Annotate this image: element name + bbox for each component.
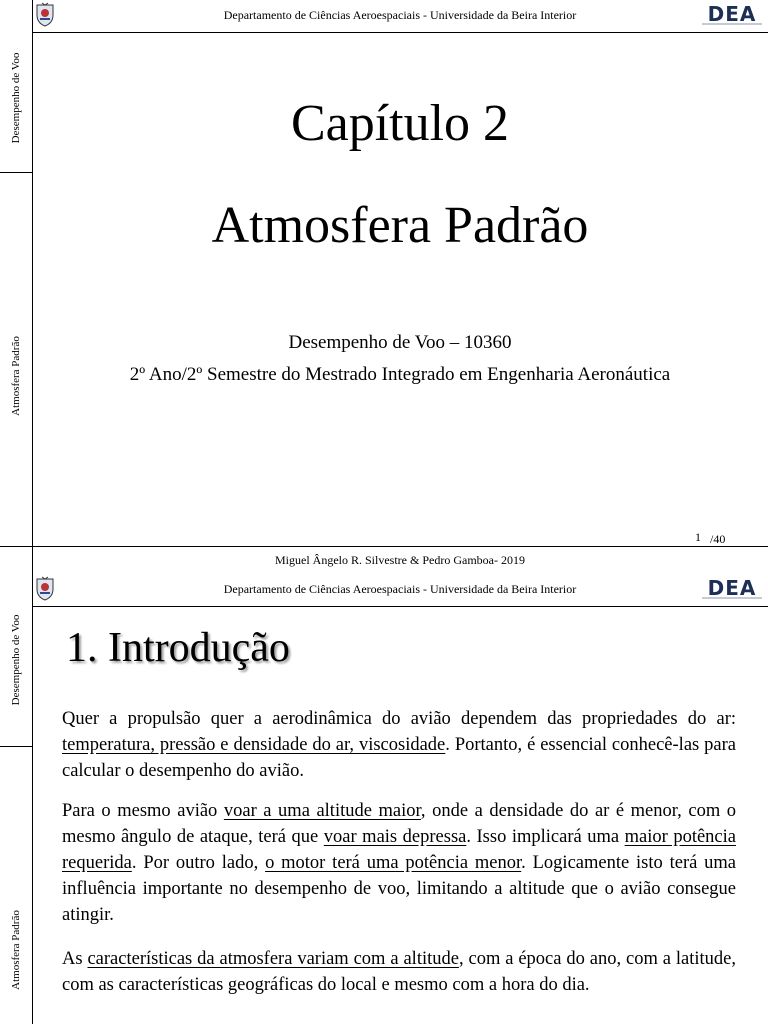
chapter-heading: Capítulo 2: [290, 95, 510, 152]
underlined-text: voar mais depressa: [323, 827, 467, 847]
text-run: , onde a densidade do ar é menor, com o mesmo ângulo de ataque, terá que: [62, 801, 737, 847]
slide-header: [32, 0, 768, 33]
intro-paragraph-1: [62, 706, 736, 784]
text-run: . Isso implicará uma: [466, 827, 625, 847]
svg-text:DEA: DEA: [707, 4, 757, 26]
intro-slide: [0, 574, 768, 1024]
slide-title: Atmosfera Padrão: [211, 197, 589, 254]
department-name: Departamento de Ciências Aeroespaciais - Universidade da Beira Interior: [223, 582, 577, 596]
sidebar: [0, 0, 33, 574]
footer-divider: [0, 546, 768, 547]
sidebar-divider: [0, 172, 32, 173]
sidebar-course-label: Desempenho de Voo: [10, 614, 22, 706]
program-line: 2º Ano/2º Semestre do Mestrado Integrado em Engenharia Aeronáutica: [129, 364, 671, 385]
text-run: . Por outro lado,: [131, 853, 266, 873]
slide-header: [32, 574, 768, 607]
underlined-text: voar a uma altitude maior: [223, 801, 421, 821]
section-title: 1. Introdução: [66, 625, 290, 671]
text-run: , com a época do ano, com a latitude, com as características geográficas do local e mesmo com a hora do dia.: [62, 949, 737, 995]
department-name: Departamento de Ciências Aeroespaciais - Universidade da Beira Interior: [223, 8, 577, 22]
text-run: . Logicamente isto terá uma influência importante no desempenho de voo, limitando a altitude que o avião consegue atingir.: [62, 853, 737, 925]
sidebar-topic-label: Atmosfera Padrão: [10, 336, 22, 416]
text-run: Quer a propulsão quer a aerodinâmica do avião dependem das propriedades do ar:: [62, 709, 736, 729]
svg-text:DEA: DEA: [707, 578, 757, 600]
intro-paragraph-2: [62, 798, 736, 928]
slide-footer: Miguel Ângelo R. Silvestre & Pedro Gamboa- 2019: [275, 553, 525, 567]
sidebar: [0, 574, 33, 1024]
underlined-text: características da atmosfera variam com a altitude: [87, 949, 459, 969]
dea-logo-icon: [700, 578, 764, 600]
page-number: 1: [695, 530, 701, 544]
sidebar-course-label: Desempenho de Voo: [10, 52, 22, 144]
text-run: As: [62, 949, 88, 969]
dea-logo-icon: [700, 4, 764, 26]
underlined-text: maior potência requerida: [62, 827, 736, 873]
text-run: . Portanto, é essencial conhecê-las para calcular o desempenho do avião.: [62, 735, 736, 781]
underlined-text: temperatura, pressão e densidade do ar, viscosidade: [62, 735, 446, 755]
sidebar-divider: [0, 746, 32, 747]
page-total: /40: [710, 532, 726, 546]
sidebar-topic-label: Atmosfera Padrão: [10, 910, 22, 990]
course-line: Desempenho de Voo – 10360: [288, 332, 512, 353]
text-run: Para o mesmo avião: [62, 801, 224, 821]
underlined-text: o motor terá uma potência menor: [265, 853, 522, 873]
intro-paragraph-3: [62, 946, 736, 998]
